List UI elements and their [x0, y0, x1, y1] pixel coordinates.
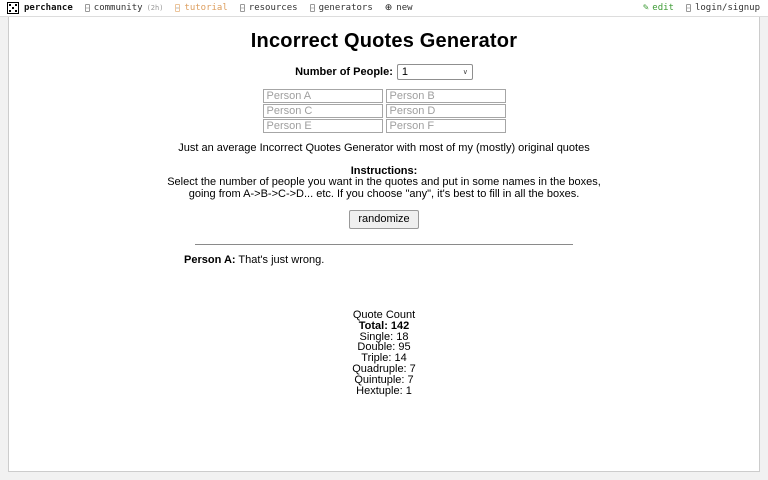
generated-quote: [184, 254, 584, 266]
person-c-input[interactable]: [263, 104, 383, 118]
stats-quintuple: Quintuple: 7: [354, 373, 414, 386]
login-icon: [686, 4, 691, 12]
person-b-input[interactable]: [386, 89, 506, 103]
nav-new[interactable]: [385, 3, 413, 13]
nav-generators[interactable]: [310, 3, 373, 13]
randomize-button[interactable]: randomize: [349, 210, 418, 229]
quote-text: That's just wrong.: [238, 254, 325, 266]
stats-double: Double: 95: [357, 341, 411, 354]
stats-total: Total: 142: [358, 319, 410, 332]
output-divider: [195, 244, 573, 245]
stats-quadruple: Quadruple: 7: [352, 362, 416, 375]
person-f-input[interactable]: [386, 119, 506, 133]
login-label: login/signup: [694, 3, 760, 13]
community-label: community: [93, 3, 143, 13]
stats-single: Single: 18: [359, 330, 409, 343]
person-name-inputs: [9, 89, 759, 133]
number-of-people-label: Number of People:: [295, 66, 393, 78]
community-icon: [85, 4, 90, 12]
resources-icon: [240, 4, 245, 12]
new-plus-icon: ⊕: [384, 2, 393, 13]
quote-speaker: Person A:: [184, 254, 236, 266]
perchance-logo-icon: [7, 2, 19, 14]
stats-hextuple: Hextuple: 1: [356, 384, 412, 397]
chevron-down-icon: ∨: [462, 68, 468, 76]
tutorial-label: tutorial: [184, 3, 228, 13]
number-of-people-value: 1: [401, 66, 409, 78]
edit-label: edit: [652, 3, 674, 13]
edit-link[interactable]: [643, 3, 674, 13]
tutorial-icon: [175, 4, 180, 12]
person-e-input[interactable]: [263, 119, 383, 133]
stats-triple: Triple: 14: [361, 352, 407, 365]
top-navbar: [0, 0, 768, 17]
instructions-line-2: going from A->B->C->D... etc. If you choose "any", it's best to fill in all the boxes.: [188, 187, 580, 200]
generator-content: [9, 17, 759, 396]
page-title: Incorrect Quotes Generator: [250, 30, 518, 52]
brand-label: perchance: [24, 3, 73, 13]
generator-description: Just an average Incorrect Quotes Generator with most of my (mostly) original quotes: [178, 142, 590, 154]
nav-community[interactable]: [85, 3, 164, 13]
generators-label: generators: [318, 3, 373, 13]
instructions-line-1: Select the number of people you want in the quotes and put in some names in the boxes,: [167, 176, 601, 188]
nav-tutorial[interactable]: [175, 3, 227, 13]
person-d-input[interactable]: [386, 104, 506, 118]
person-a-input[interactable]: [263, 89, 383, 103]
login-signup-link[interactable]: [686, 3, 760, 13]
perchance-brand[interactable]: [7, 2, 73, 14]
quote-count-stats: [9, 310, 759, 396]
new-label: new: [396, 3, 413, 13]
resources-label: resources: [248, 3, 298, 13]
generator-panel: [8, 17, 760, 472]
edit-pencil-icon: ✎: [642, 3, 650, 12]
community-activity-badge: (2h): [146, 4, 164, 12]
instructions-title: Instructions:: [350, 165, 418, 177]
number-of-people-row: [9, 64, 759, 80]
stats-title: Quote Count: [352, 309, 416, 321]
number-of-people-select[interactable]: [397, 64, 473, 80]
generators-icon: [310, 4, 315, 12]
nav-resources[interactable]: [240, 3, 298, 13]
